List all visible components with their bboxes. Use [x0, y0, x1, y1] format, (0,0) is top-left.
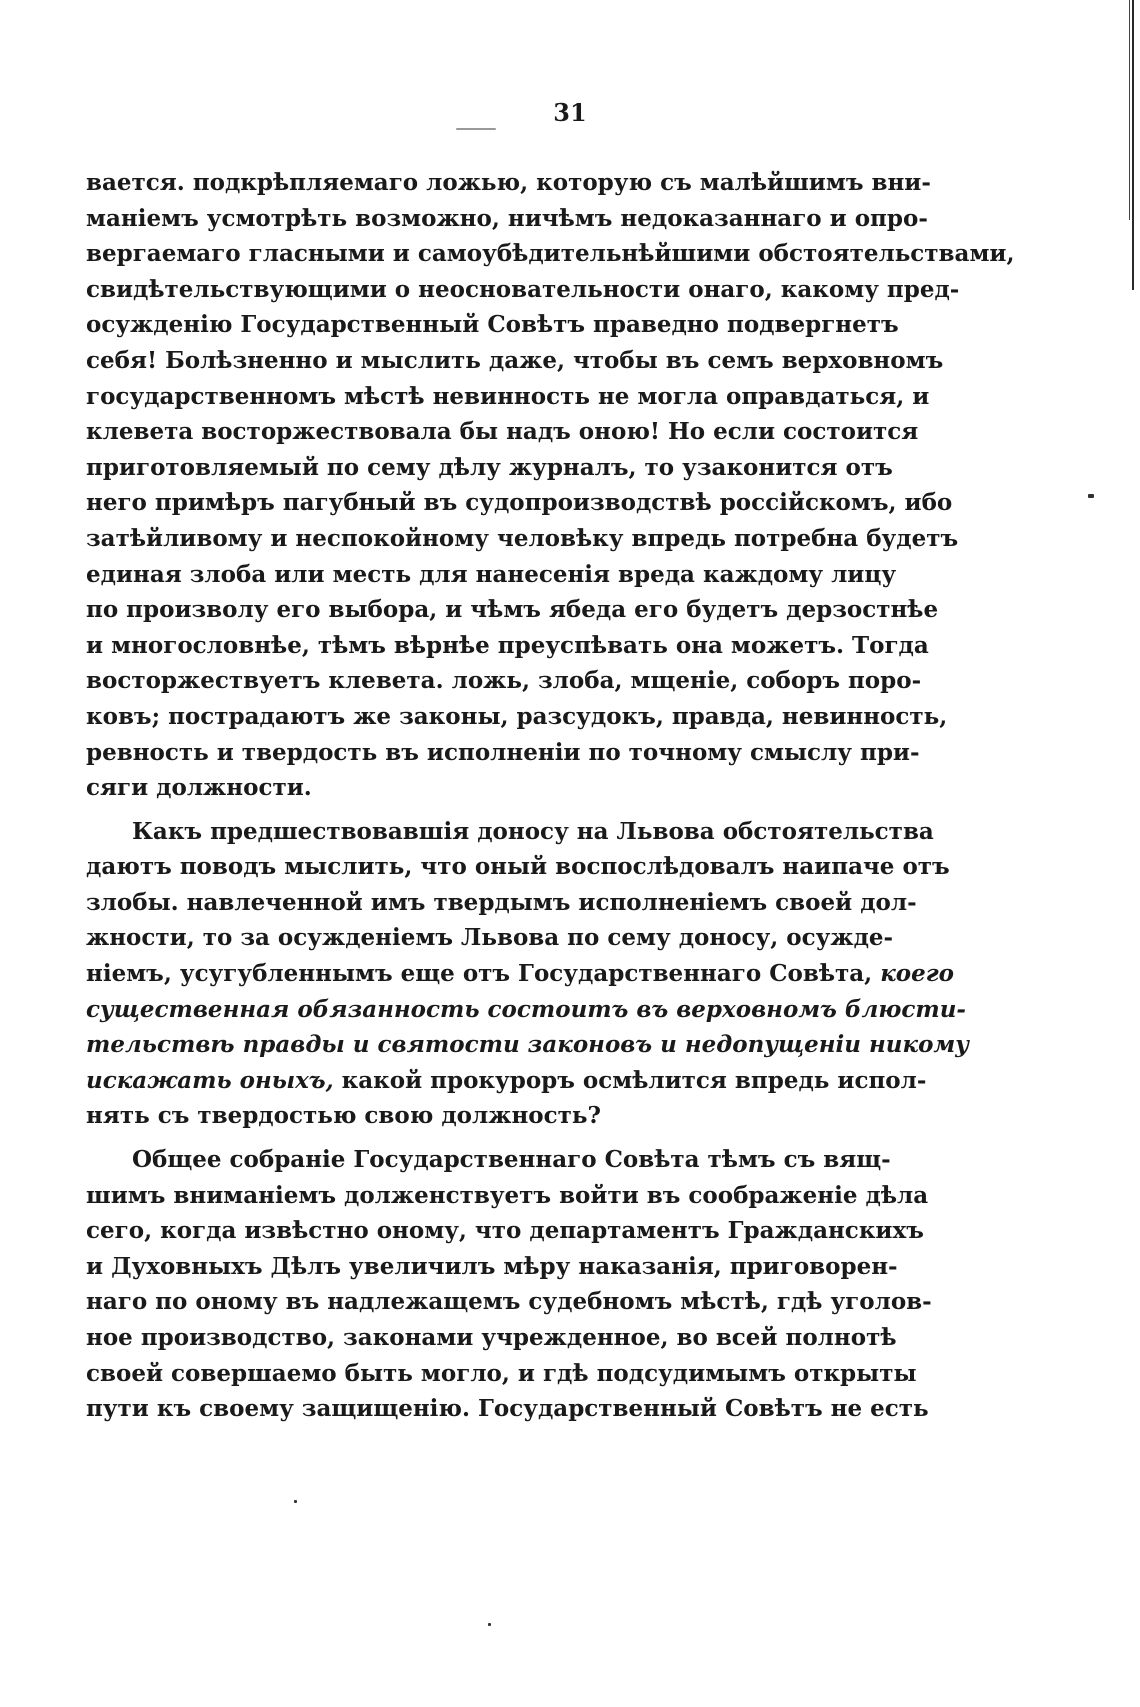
paragraph-gap	[86, 1134, 878, 1142]
text-line: свидѣтельствующими о неосновательности онаго, какому пред-	[86, 275, 960, 303]
body-text	[86, 165, 1015, 1427]
paragraph-3	[86, 1142, 932, 1427]
text-line: приготовляемый по сему дѣлу журналъ, то узаконится отъ	[86, 453, 893, 481]
text-run: ніемъ, усугубленнымъ еще отъ Государственнаго Совѣта,	[86, 960, 873, 988]
text-line: него примѣръ пагубный въ судопроизводствѣ россійскомъ, ибо	[86, 489, 953, 517]
paragraph-gap	[86, 806, 878, 814]
text-line: ковъ; пострадаютъ же законы, разсудокъ, правда, невинность,	[86, 702, 948, 730]
text-line: и многословнѣе, тѣмъ вѣрнѣе преуспѣвать она можетъ. Тогда	[86, 631, 929, 659]
italic-line: тельствѣ правды и святости законовъ и недопущеніи никому	[86, 1031, 970, 1059]
text-line: ревность и твердость въ исполненіи по точному смыслу при-	[86, 738, 920, 766]
text-line: затѣйливому и неспокойному человѣку впредь потребна будетъ	[86, 524, 959, 552]
text-line: Какъ предшествовавшія доносу на Львова обстоятельства	[132, 817, 934, 845]
text-line: единая злоба или месть для нанесенія вреда каждому лицу	[86, 560, 897, 588]
paragraph-2	[86, 814, 970, 1134]
text-line: государственномъ мѣстѣ невинность не могла оправдаться, и	[86, 382, 930, 410]
italic-line: существенная обязанность состоитъ въ верховномъ блюсти-	[86, 995, 966, 1023]
text-line: сяги должности.	[86, 774, 312, 802]
scan-speck	[488, 1623, 491, 1626]
text-line: вергаемаго гласными и самоубѣдительнѣйшими обстоятельствами,	[86, 240, 1015, 268]
text-line: себя! Болѣзненно и мыслить даже, чтобы въ семъ верховномъ	[86, 346, 944, 374]
italic-run: искажать оныхъ,	[86, 1066, 334, 1094]
text-line: пути къ своему защищенію. Государственный Совѣтъ не есть	[86, 1395, 929, 1423]
scan-speck	[1088, 494, 1094, 498]
text-line: вается. подкрѣпляемаго ложью, которую съ малѣйшимъ вни-	[86, 169, 931, 196]
scan-speck	[294, 1500, 297, 1503]
text-line: по произволу его выбора, и чѣмъ ябеда его будетъ дерзостнѣе	[86, 596, 939, 624]
text-line: восторжествуетъ клевета. ложь, злоба, мщеніе, соборъ поро-	[86, 667, 922, 695]
text-line: даютъ поводъ мыслить, что оный воспослѣдовалъ наипаче отъ	[86, 853, 950, 881]
text-line: Общее собраніе Государственнаго Совѣта тѣмъ съ вящ-	[132, 1146, 891, 1174]
text-line: жности, то за осужденіемъ Львова по сему доносу, осужде-	[86, 924, 894, 952]
text-line: маніемъ усмотрѣть возможно, ничѣмъ недоказаннаго и опро-	[86, 204, 928, 232]
text-line	[86, 1063, 927, 1099]
text-line: злобы. навлеченной имъ твердымъ исполненіемъ своей дол-	[86, 888, 917, 916]
text-line	[86, 956, 955, 992]
text-line: ное производство, законами учрежденное, во всей полнотѣ	[86, 1324, 897, 1351]
scan-speck	[456, 128, 496, 130]
scan-edge-line	[1132, 0, 1134, 290]
text-line: сего, когда извѣстно оному, что департаментъ Гражданскихъ	[86, 1217, 924, 1245]
text-line: осужденію Государственный Совѣтъ праведно подвергнетъ	[86, 311, 899, 339]
text-line: наго по оному въ надлежащемъ судебномъ мѣстѣ, гдѣ уголов-	[86, 1288, 932, 1316]
text-line: шимъ вниманіемъ долженствуетъ войти въ соображеніе дѣла	[86, 1181, 929, 1209]
text-line: клевета восторжествовала бы надъ оною! Но если состоится	[86, 418, 919, 446]
text-line: нять съ твердостью свою должность?	[86, 1102, 601, 1130]
text-line: своей совершаемо быть могло, и гдѣ подсудимымъ открыты	[86, 1359, 917, 1387]
text-run: какой прокуроръ осмѣлится впредь испол-	[341, 1066, 927, 1094]
paragraph-1	[86, 165, 1015, 806]
page-number: 31	[553, 98, 587, 127]
text-line: и Духовныхъ Дѣлъ увеличилъ мѣру наказанія, приговорен-	[86, 1252, 898, 1280]
italic-run: коего	[880, 960, 955, 988]
